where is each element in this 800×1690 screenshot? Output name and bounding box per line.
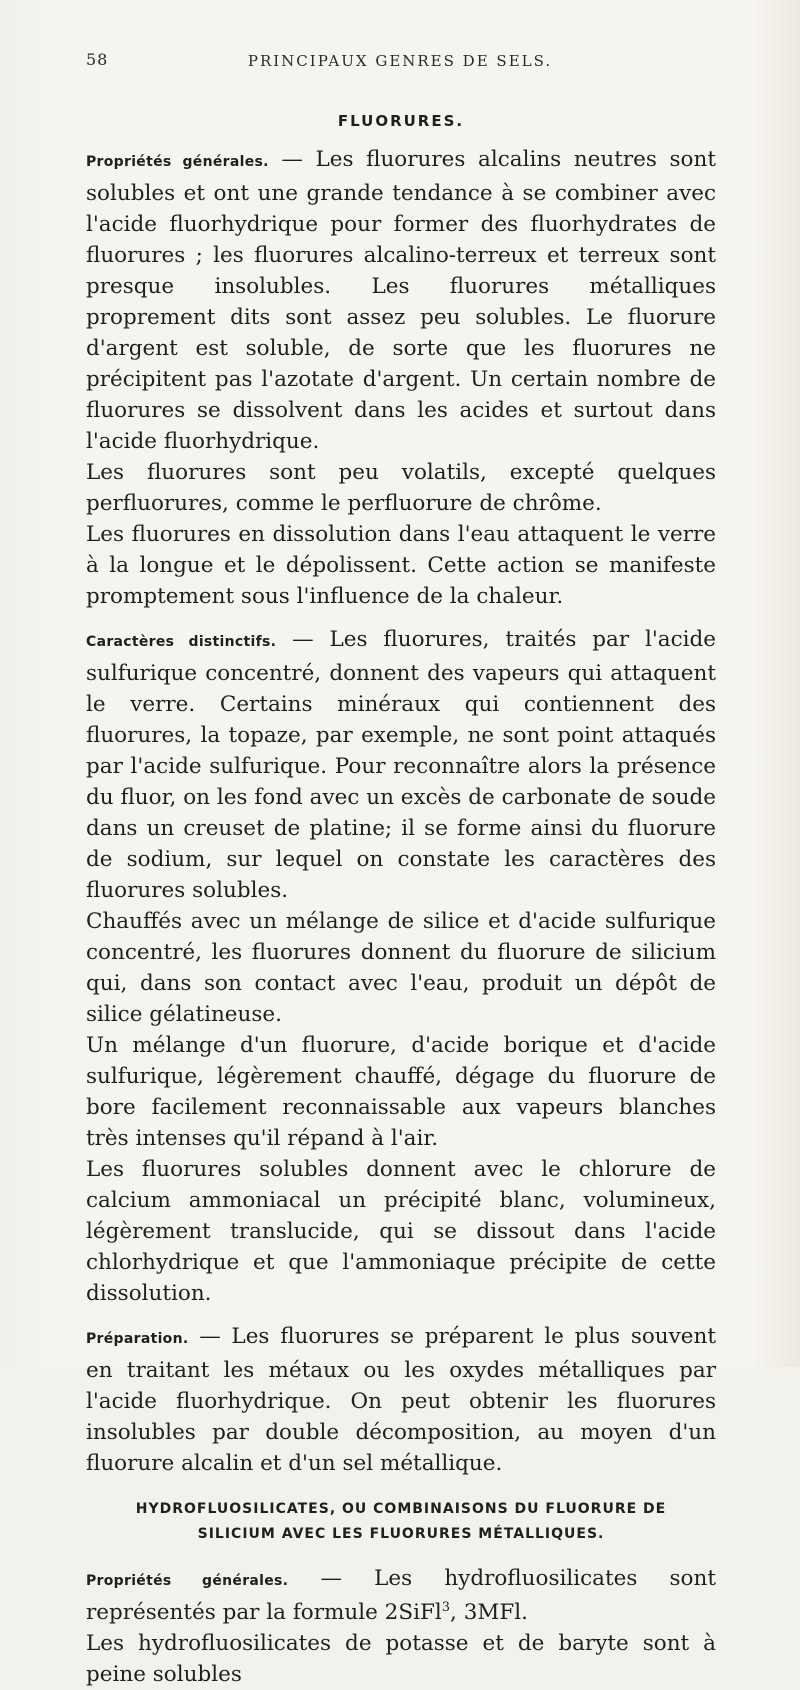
paragraph-solubilite: Les hydrofluosilicates de potasse et de baryte sont à peine solubles: [86, 1631, 716, 1687]
paragraph-silice: Chauffés avec un mélange de silice et d'acide sulfurique concentré, les fluorures donnent du fluorure de silicium qui, dans son contact avec l'eau, produit un dépôt de silice gélatineuse.: [86, 909, 716, 1027]
paragraph-lead: Caractères distinctifs.: [86, 634, 277, 650]
paragraph-verre: Les fluorures en dissolution dans l'eau attaquent le verre à la longue et le dépolissent. Cette action se manifeste promptement sous l'influence de la chaleur.: [86, 522, 716, 609]
paragraph-lead: Préparation.: [86, 1331, 189, 1347]
page-header: [0, 50, 800, 80]
section-title-line: HYDROFLUOSILICATES, OU COMBINAISONS DU FLUORURE DE: [135, 1501, 667, 1517]
paragraph-lead: Propriétés générales.: [86, 154, 269, 170]
paragraph-caracteres: [86, 624, 716, 906]
paragraph-text: — Les fluorures se préparent le plus souvent en traitant les métaux ou les oxydes métalliques par l'acide fluorhydrique. On peut obtenir les fluorures insolubles par double décomposition, au moyen d'un fluorure alcalin et d'un sel métallique.: [86, 1324, 716, 1476]
paragraph-hydrofluosilicates: [86, 1563, 716, 1628]
paragraph-text: — Les fluorures, traités par l'acide sulfurique concentré, donnent des vapeurs qui attaquent le verre. Certains minéraux qui contiennent des fluorures, la topaze, par exemple, ne sont point attaqués par l'acide sulfurique. Pour reconnaître alors la présence du fluor, on les fond avec un excès de carbonate de soude dans un creuset de platine; il se forme ainsi du fluorure de sodium, sur lequel on constate les caractères des fluorures solubles.: [86, 627, 716, 903]
running-title: PRINCIPAUX GENRES DE SELS.: [247, 52, 553, 70]
page-number: 58: [86, 50, 109, 69]
page-body: [86, 110, 716, 1690]
paragraph-lead: Propriétés générales.: [86, 1573, 289, 1589]
paragraph-text: — Les hydrofluosilicates sont représentés par la formule 2SiFl: [86, 1566, 716, 1625]
paragraph-bore: Un mélange d'un fluorure, d'acide borique et d'acide sulfurique, légèrement chauffé, dégage du fluorure de bore facilement reconnaissable aux vapeurs blanches très intenses qu'il répand à l'air.: [86, 1033, 716, 1151]
paragraph-text: — Les fluorures alcalins neutres sont solubles et ont une grande tendance à se combiner avec l'acide fluorhydrique pour former des fluorhydrates de fluorures ; les fluorures alcalino-terreux et terreux sont presque insolubles. Les fluorures métalliques proprement dits sont assez peu solubles. Le fluorure d'argent est soluble, de sorte que les fluorures ne précipitent pas l'azotate d'argent. Un certain nombre de fluorures se dissolvent dans les acides et surtout dans l'acide fluorhydrique.: [86, 147, 716, 454]
formula-superscript: 3: [441, 1599, 451, 1615]
section-title-hydrofluosilicates: [86, 1497, 716, 1547]
formula-tail: , 3MFl.: [450, 1600, 529, 1625]
section-title-line: SILICIUM AVEC LES FLUORURES MÉTALLIQUES.: [197, 1526, 605, 1542]
paragraph-proprietes: [86, 144, 716, 457]
paragraph-preparation: [86, 1321, 716, 1479]
paragraph-calcium: Les fluorures solubles donnent avec le chlorure de calcium ammoniacal un précipité blanc, volumineux, légèrement translucide, qui se dissout dans l'acide chlorhydrique et que l'ammoniaque précipite de cette dissolution.: [86, 1157, 716, 1306]
section-title-fluorures: FLUORURES.: [337, 112, 465, 130]
paragraph-volatilite: Les fluorures sont peu volatils, excepté quelques perfluorures, comme le perfluorure de chrôme.: [86, 460, 716, 516]
